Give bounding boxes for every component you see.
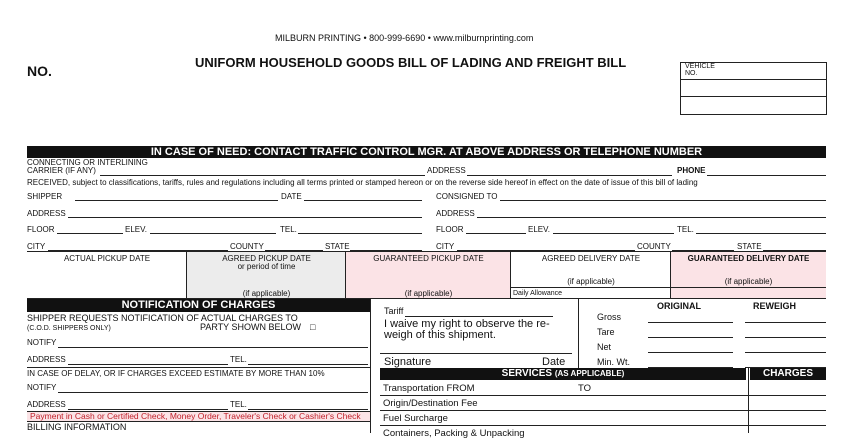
carrier-address-field[interactable]	[467, 175, 672, 176]
carrier-phone-label: PHONE	[677, 166, 706, 175]
party-shown-checkbox[interactable]: □	[310, 322, 316, 332]
vehicle-number-label: VEHICLE NO.	[685, 63, 715, 77]
notify-field[interactable]	[58, 347, 368, 348]
signature-label: Signature	[384, 356, 432, 368]
origin-destination-fee-label: Origin/Destination Fee	[383, 398, 478, 409]
reweigh-header: REWEIGH	[753, 301, 797, 311]
shipper-floor-field[interactable]	[57, 233, 123, 234]
consignee-elev-label: ELEV.	[528, 225, 550, 234]
payment-terms-text: Payment in Cash or Certified Check, Money Order, Traveler's Check or Cashier's Check	[30, 411, 361, 421]
shipper-tel-field[interactable]	[298, 233, 422, 234]
contact-banner: IN CASE OF NEED: CONTACT TRAFFIC CONTROL MGR. AT ABOVE ADDRESS OR TELEPHONE NUMBER	[27, 146, 826, 158]
notification-title: NOTIFICATION OF CHARGES	[27, 299, 370, 312]
consignee-county-label: COUNTY	[637, 242, 671, 251]
tariff-field[interactable]	[405, 316, 553, 317]
period-of-time-label: or period of time	[237, 262, 296, 271]
signature-field[interactable]	[380, 353, 572, 354]
charges-header: CHARGES	[750, 368, 826, 380]
document-number-label: NO.	[27, 63, 52, 79]
transportation-from-label: Transportation FROM	[383, 383, 475, 394]
transportation-row[interactable]	[380, 395, 826, 396]
party-shown-below-label: PARTY SHOWN BELOW	[200, 322, 302, 332]
carrier-field[interactable]	[100, 175, 425, 176]
notify-tel-field[interactable]	[248, 364, 368, 365]
services-title: SERVICES	[501, 368, 553, 379]
printer-info: MILBURN PRINTING • 800-999-6690 • www.milburnprinting.com	[275, 33, 534, 43]
transportation-to-label: TO	[578, 383, 592, 394]
guaranteed-pickup-if-applicable: (if applicable)	[404, 289, 453, 298]
delay-address-label: ADDRESS	[27, 400, 66, 409]
shipper-floor-label: FLOOR	[27, 225, 55, 234]
net-original-field[interactable]	[648, 352, 733, 353]
shipper-address-field[interactable]	[68, 217, 422, 218]
containers-packing-label: Containers, Packing & Unpacking	[383, 428, 525, 439]
consignee-elev-field[interactable]	[553, 233, 674, 234]
delay-notify-field[interactable]	[58, 392, 368, 393]
cod-shippers-label: (C.O.D. SHIPPERS ONLY)	[27, 325, 111, 332]
signature-date-label: Date	[542, 356, 566, 368]
consignee-floor-label: FLOOR	[436, 225, 464, 234]
daily-allowance-label: Daily Allowance	[513, 290, 563, 297]
shipper-label: SHIPPER	[27, 192, 63, 201]
consignee-floor-field[interactable]	[466, 233, 526, 234]
billing-information-label: BILLING INFORMATION	[27, 422, 127, 432]
shipper-address-label: ADDRESS	[27, 209, 66, 218]
agreed-pickup-date-label: AGREED PICKUP DATE	[222, 254, 311, 263]
shipper-field[interactable]	[75, 200, 278, 201]
gross-original-field[interactable]	[648, 322, 733, 323]
agreed-pickup-if-applicable: (if applicable)	[242, 289, 291, 298]
delay-address-field[interactable]	[68, 409, 228, 410]
document-title: UNIFORM HOUSEHOLD GOODS BILL OF LADING AND FREIGHT BILL	[195, 55, 627, 70]
gross-reweigh-field[interactable]	[745, 322, 826, 323]
services-header	[380, 368, 746, 380]
notify-label: NOTIFY	[27, 338, 57, 347]
agreed-delivery-if-applicable: (if applicable)	[567, 277, 615, 286]
notification-request-text: SHIPPER REQUESTS NOTIFICATION OF ACTUAL CHARGES TO	[27, 313, 298, 323]
tare-label: Tare	[597, 327, 615, 337]
delay-tel-label: TEL.	[230, 400, 247, 409]
consignee-city-label: CITY	[436, 242, 455, 251]
original-weight-header: ORIGINAL	[657, 301, 701, 311]
shipper-elev-field[interactable]	[150, 233, 276, 234]
delay-notice-text: IN CASE OF DELAY, OR IF CHARGES EXCEED ESTIMATE BY MORE THAN 10%	[27, 369, 325, 378]
waive-reweigh-line1: I waive my right to observe the re-	[384, 318, 550, 330]
guaranteed-pickup-date-label: GUARANTEED PICKUP DATE	[373, 254, 484, 263]
waive-reweigh-line2: weigh of this shipment.	[384, 329, 496, 341]
fuel-surcharge-row[interactable]	[380, 425, 826, 426]
carrier-if-any-label: CARRIER (IF ANY)	[27, 166, 96, 175]
gross-label: Gross	[597, 312, 622, 322]
shipper-state-label: STATE	[325, 242, 350, 251]
notify-address-label: ADDRESS	[27, 355, 66, 364]
tariff-label: Tariff	[384, 306, 404, 316]
consigned-to-label: CONSIGNED TO	[436, 192, 498, 201]
agreed-delivery-date-label: AGREED DELIVERY DATE	[541, 254, 641, 263]
services-as-applicable: (AS APPLICABLE)	[554, 369, 625, 378]
tare-original-field[interactable]	[648, 337, 733, 338]
actual-pickup-date-label: ACTUAL PICKUP DATE	[63, 254, 151, 263]
notify-address-field[interactable]	[68, 364, 228, 365]
shipper-date-field[interactable]	[304, 200, 422, 201]
consignee-state-label: STATE	[737, 242, 762, 251]
shipper-city-label: CITY	[27, 242, 46, 251]
net-label: Net	[597, 342, 612, 352]
consigned-to-field[interactable]	[500, 200, 826, 201]
net-reweigh-field[interactable]	[745, 352, 826, 353]
min-wt-label: Min. Wt.	[597, 357, 630, 367]
shipper-tel-label: TEL.	[280, 225, 297, 234]
received-terms-text: RECEIVED, subject to classifications, tariffs, rules and regulations including all terms printed or stamped hereon or on the reverse side hereof in effect on the date of issue of this bill of lading	[27, 178, 698, 187]
guaranteed-delivery-if-applicable: (if applicable)	[724, 277, 773, 286]
tare-reweigh-field[interactable]	[745, 337, 826, 338]
connecting-carrier-label: CONNECTING OR INTERLINING	[27, 158, 148, 167]
shipper-county-label: COUNTY	[230, 242, 264, 251]
consignee-tel-label: TEL.	[677, 225, 694, 234]
notify-tel-label: TEL.	[230, 355, 247, 364]
consignee-address-label: ADDRESS	[436, 209, 475, 218]
consignee-address-field[interactable]	[477, 217, 826, 218]
carrier-address-label: ADDRESS	[427, 166, 466, 175]
delay-notify-label: NOTIFY	[27, 383, 57, 392]
carrier-phone-field[interactable]	[707, 175, 826, 176]
fuel-surcharge-label: Fuel Surcharge	[383, 413, 448, 424]
shipper-elev-label: ELEV.	[125, 225, 147, 234]
delay-tel-field[interactable]	[248, 409, 368, 410]
origin-destination-fee-row[interactable]	[380, 410, 826, 411]
guaranteed-delivery-date-label: GUARANTEED DELIVERY DATE	[687, 254, 810, 263]
consignee-tel-field[interactable]	[696, 233, 826, 234]
shipper-date-label: DATE	[281, 192, 302, 201]
